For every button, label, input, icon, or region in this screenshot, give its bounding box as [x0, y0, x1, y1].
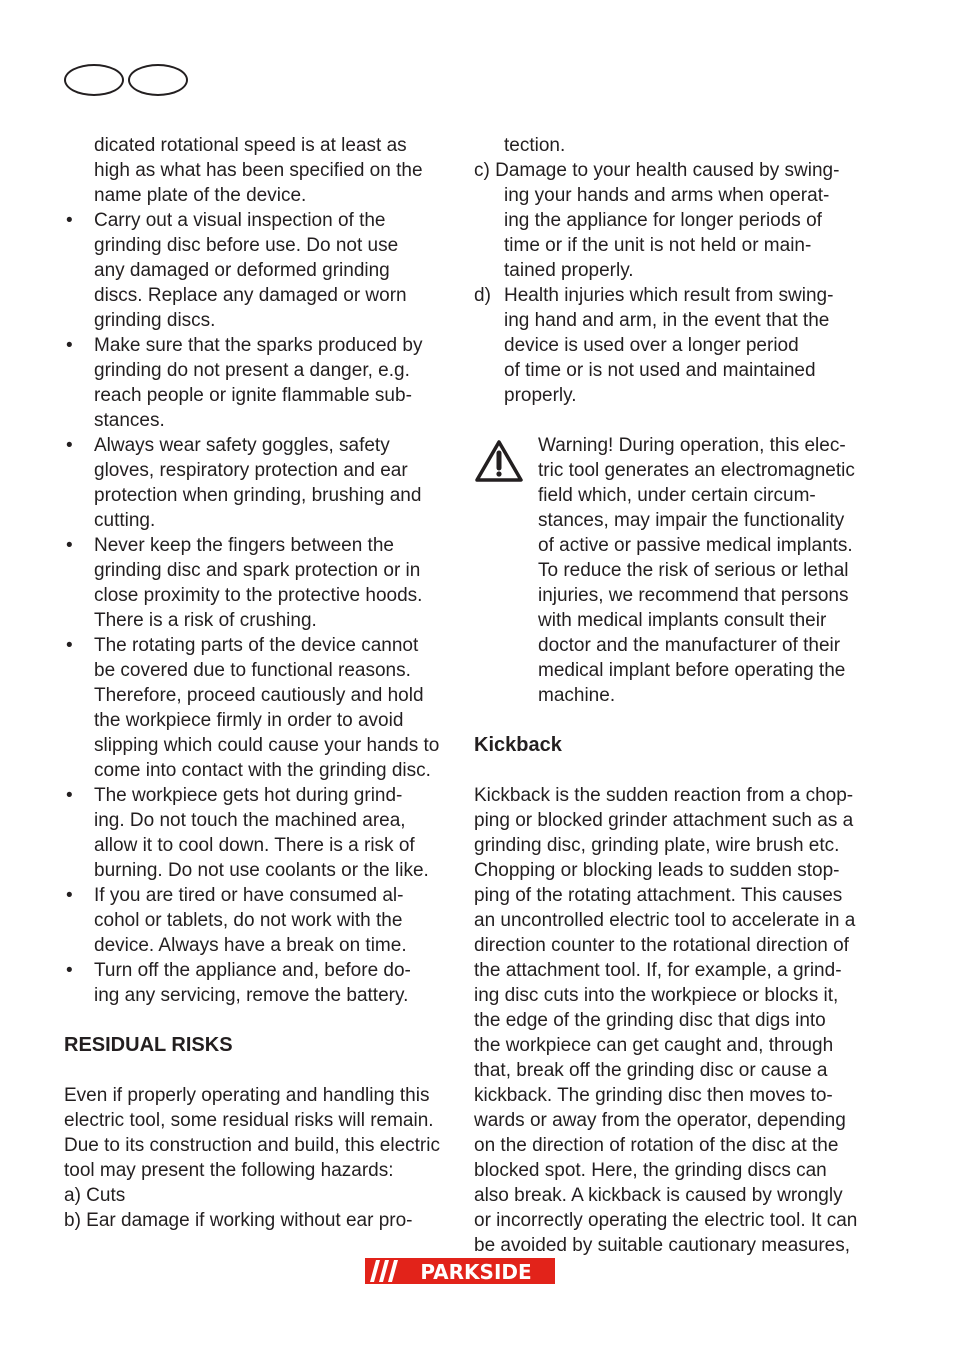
text-line: ping of the rotating attachment. This causes: [474, 885, 843, 906]
logo-text: PARKSIDE: [420, 1260, 532, 1284]
text-line: close proximity to the protective hoods.: [94, 585, 423, 606]
text-line: gloves, respiratory protection and ear: [94, 460, 408, 481]
text-line: with medical implants consult their: [538, 610, 827, 631]
residual-risks-paragraph: [64, 1083, 454, 1233]
text-line: time or if the unit is not held or main-: [504, 235, 812, 256]
text-line: There is a risk of crushing.: [94, 610, 317, 631]
hazard-item-d: [474, 283, 864, 408]
residual-risks-heading: RESIDUAL RISKS: [64, 1034, 233, 1056]
bullet-icon: •: [66, 335, 73, 356]
bullet-item-inspection: [64, 208, 454, 333]
text-line: direction counter to the rotational direction of: [474, 935, 849, 956]
text-line: device. Always have a break on time.: [94, 935, 407, 956]
text-line: the attachment tool. If, for example, a grind-: [474, 960, 842, 981]
text-line: be avoided by suitable cautionary measures,: [474, 1235, 851, 1256]
text-line: stances, may impair the functionality: [538, 510, 845, 531]
text-line: cutting.: [94, 510, 156, 531]
bullet-item-tired: [64, 883, 454, 958]
text-line: injuries, we recommend that persons: [538, 585, 849, 606]
text-line: the workpiece can get caught and, through: [474, 1035, 834, 1056]
text-line: wards or away from the operator, depending: [474, 1110, 846, 1131]
text-line: [474, 158, 864, 183]
hazard-item-a: a) Cuts: [64, 1185, 126, 1206]
text-line: tained properly.: [504, 260, 634, 281]
text-line: blocked spot. Here, the grinding discs can: [474, 1160, 827, 1181]
text-span: Damage to your health caused by swing-: [495, 160, 840, 181]
bullet-icon: •: [66, 885, 73, 906]
bullet-icon: •: [66, 210, 73, 231]
text-line: Health injuries which result from swing-: [504, 285, 834, 306]
bullet-icon: •: [66, 435, 73, 456]
text-line: grinding disc and spark protection or in: [94, 560, 421, 581]
text-line: The workpiece gets hot during grind-: [94, 785, 403, 806]
text-line: tric tool generates an electromagnetic: [538, 460, 855, 481]
text-line: an uncontrolled electric tool to accelerate in a: [474, 910, 856, 931]
language-oval-2: [128, 64, 188, 96]
text-line: name plate of the device.: [94, 185, 307, 206]
text-line: grinding discs.: [94, 310, 216, 331]
text-line: protection when grinding, brushing and: [94, 485, 422, 506]
text-line: of active or passive medical implants.: [538, 535, 853, 556]
text-line: of time or is not used and maintained: [504, 360, 816, 381]
text-line: the workpiece firmly in order to avoid: [94, 710, 404, 731]
text-line: stances.: [94, 410, 165, 431]
intro-paragraph: [64, 133, 454, 208]
text-line: If you are tired or have consumed al-: [94, 885, 404, 906]
text-line: electric tool, some residual risks will remain.: [64, 1110, 434, 1131]
text-line: that, break off the grinding disc or cause a: [474, 1060, 828, 1081]
text-line: kickback. The grinding disc then moves to-: [474, 1085, 833, 1106]
text-line: high as what has been specified on the: [94, 160, 423, 181]
bullet-item-turn-off: [64, 958, 454, 1008]
text-line: on the direction of rotation of the disc at the: [474, 1135, 839, 1156]
text-line: tection.: [504, 135, 566, 156]
text-line: doctor and the manufacturer of their: [538, 635, 841, 656]
bullet-icon: •: [66, 960, 73, 981]
text-line: ing disc cuts into the workpiece or blocks it,: [474, 985, 839, 1006]
text-line: Warning! During operation, this elec-: [538, 435, 846, 456]
text-line: also break. A kickback is caused by wrongly: [474, 1185, 843, 1206]
text-line: grinding disc before use. Do not use: [94, 235, 399, 256]
bullet-item-safety-goggles: [64, 433, 454, 533]
text-line: grinding disc, grinding plate, wire brush etc.: [474, 835, 840, 856]
text-line: medical implant before operating the: [538, 660, 846, 681]
text-line: ing your hands and arms when operat-: [504, 185, 830, 206]
text-line: discs. Replace any damaged or worn: [94, 285, 407, 306]
text-line: ping or blocked grinder attachment such as a: [474, 810, 854, 831]
text-line: dicated rotational speed is at least as: [94, 135, 407, 156]
list-label: c): [474, 160, 490, 181]
text-line: ing the appliance for longer periods of: [504, 210, 822, 231]
text-line: device is used over a longer period: [504, 335, 799, 356]
text-line: reach people or ignite flammable sub-: [94, 385, 412, 406]
text-line: Never keep the fingers between the: [94, 535, 394, 556]
bullet-item-fingers: [64, 533, 454, 633]
hazard-item-c: [474, 158, 864, 283]
text-line: cohol or tablets, do not work with the: [94, 910, 403, 931]
text-line: Even if properly operating and handling this: [64, 1085, 430, 1106]
text-line: To reduce the risk of serious or lethal: [538, 560, 849, 581]
warning-triangle-icon: [474, 439, 524, 483]
text-line: Chopping or blocking leads to sudden stop-: [474, 860, 840, 881]
text-line: Always wear safety goggles, safety: [94, 435, 390, 456]
text-line: Kickback is the sudden reaction from a chop-: [474, 785, 854, 806]
warning-block: [474, 433, 864, 708]
text-line: machine.: [538, 685, 616, 706]
text-line: Make sure that the sparks produced by: [94, 335, 423, 356]
text-line: Due to its construction and build, this electric: [64, 1135, 440, 1156]
bullet-item-workpiece-hot: [64, 783, 454, 883]
text-line: or incorrectly operating the electric tool. It can: [474, 1210, 858, 1231]
bullet-item-rotating-parts: [64, 633, 454, 783]
text-line: slipping which could cause your hands to: [94, 735, 440, 756]
kickback-heading: Kickback: [474, 734, 562, 756]
text-line: any damaged or deformed grinding: [94, 260, 390, 281]
text-line: Therefore, proceed cautiously and hold: [94, 685, 424, 706]
text-line: Turn off the appliance and, before do-: [94, 960, 411, 981]
text-line: allow it to cool down. There is a risk of: [94, 835, 415, 856]
text-line: The rotating parts of the device cannot: [94, 635, 419, 656]
text-line: ing hand and arm, in the event that the: [504, 310, 830, 331]
text-line: the edge of the grinding disc that digs into: [474, 1010, 826, 1031]
text-line: ing any servicing, remove the battery.: [94, 985, 409, 1006]
left-column: [64, 133, 454, 1233]
text-line: come into contact with the grinding disc.: [94, 760, 431, 781]
text-line: tool may present the following hazards:: [64, 1160, 394, 1181]
text-line: be covered due to functional reasons.: [94, 660, 411, 681]
bullet-icon: •: [66, 635, 73, 656]
list-label: d): [474, 285, 491, 306]
hazard-item-b: b) Ear damage if working without ear pro-: [64, 1210, 413, 1231]
bullet-icon: •: [66, 785, 73, 806]
kickback-paragraph: [474, 783, 864, 1258]
text-line: burning. Do not use coolants or the like.: [94, 860, 429, 881]
text-line: Carry out a visual inspection of the: [94, 210, 386, 231]
parkside-logo: [364, 1257, 556, 1285]
text-line: grinding do not present a danger, e.g.: [94, 360, 410, 381]
bullet-icon: •: [66, 535, 73, 556]
language-oval-1: [64, 64, 124, 96]
text-line: properly.: [504, 385, 577, 406]
right-column: [474, 133, 864, 1258]
text-line: ing. Do not touch the machined area,: [94, 810, 406, 831]
text-line: field which, under certain circum-: [538, 485, 816, 506]
bullet-item-sparks: [64, 333, 454, 433]
